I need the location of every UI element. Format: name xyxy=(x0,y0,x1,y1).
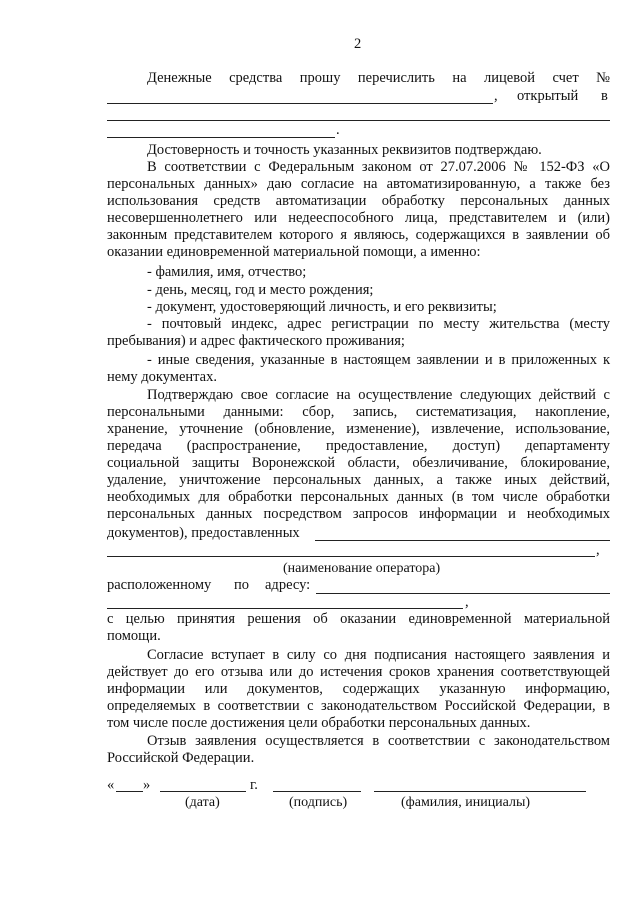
list-item-address xyxy=(107,316,610,350)
provided-label: документов), предоставленных xyxy=(107,525,300,541)
signature-caption: (подпись) xyxy=(289,795,348,810)
text-line: - иные сведения, указанные в настоящем заявлении и в приложенных к xyxy=(147,352,610,368)
text-line: пребывания) и адрес фактического проживания; xyxy=(107,333,405,349)
text-line: с целью принятия решения об оказании единовременной материальной xyxy=(107,611,610,627)
operator-field-line1[interactable] xyxy=(315,540,610,541)
word: Денежные xyxy=(147,70,212,86)
text-line: Согласие вступает в силу со дня подписания настоящего заявления и xyxy=(147,647,610,663)
revocation-paragraph xyxy=(107,733,610,767)
text-line: несовершеннолетнего или недееспособного лица, представителем и (или) xyxy=(107,210,610,226)
text-line: удаление, уничтожение персональных данных, а также иных действий, xyxy=(107,472,610,488)
purpose-paragraph xyxy=(107,611,610,645)
text-line: законным представителем которого я являюсь, содержащихся в заявлении об xyxy=(107,227,610,243)
list-item: - документ, удостоверяющий личность, и его реквизиты; xyxy=(147,299,497,315)
consent-paragraph-2 xyxy=(107,387,610,523)
text-line: Подтверждаю свое согласие на осуществление следующих действий с xyxy=(147,387,610,403)
operator-field-line2[interactable] xyxy=(107,556,595,557)
account-request-line xyxy=(147,70,610,87)
address-label-word: расположенному xyxy=(107,577,212,593)
list-item: - день, месяц, год и место рождения; xyxy=(147,282,374,298)
list-item-other xyxy=(107,352,610,386)
word: прошу xyxy=(299,70,341,86)
consent-paragraph-1 xyxy=(107,159,610,261)
text-line: оказании единовременной материальной помощи, а именно: xyxy=(107,244,481,260)
bank-name-field-line2[interactable] xyxy=(107,137,335,138)
text-line: персональных данных посредством запросов информации и необходимых xyxy=(107,506,610,522)
word: средства xyxy=(229,70,283,86)
operator-caption: (наименование оператора) xyxy=(283,561,441,576)
signature-field[interactable] xyxy=(273,791,361,792)
address-label-word: по xyxy=(234,577,250,593)
text-line: помощи. xyxy=(107,628,161,644)
text-line: - почтовый индекс, адрес регистрации по месту жительства (месту xyxy=(147,316,610,332)
word: перечислить xyxy=(357,70,435,86)
period: . xyxy=(336,122,340,138)
text-line: информации или документов, содержащих указанную информацию, xyxy=(107,681,610,697)
address-field-line1[interactable] xyxy=(316,593,610,594)
text-line: нему документах. xyxy=(107,369,217,385)
text-line: В соответствии с Федеральным законом от 27.07.2006 № 152-ФЗ «О xyxy=(147,159,610,175)
comma: , xyxy=(465,594,469,610)
comma: , xyxy=(494,88,498,104)
page-number: 2 xyxy=(354,36,362,52)
word: на xyxy=(452,70,467,86)
day-field[interactable] xyxy=(116,791,143,792)
opened-label: открытый xyxy=(517,88,579,104)
text-line: персональных данных» даю согласие на автоматизированную, а также без xyxy=(107,176,610,192)
text-line: передача (распространение, предоставление, доступ) департаменту xyxy=(107,438,610,454)
address-label-word: адресу: xyxy=(265,577,311,593)
quote-close: » xyxy=(143,777,151,793)
date-caption: (дата) xyxy=(185,795,220,810)
list-item: - фамилия, имя, отчество; xyxy=(147,264,307,280)
text-line: хранение, уточнение (обновление, изменение), извлечение, использование, xyxy=(107,421,610,437)
bank-name-field-line1[interactable] xyxy=(107,120,610,121)
validity-paragraph xyxy=(107,647,610,732)
word: счет xyxy=(552,70,579,86)
text-line: персональными данными: сбор, запись, систематизация, накопление, xyxy=(107,404,610,420)
confirm-text: Достоверность и точность указанных реквизитов подтверждаю. xyxy=(147,142,542,158)
in-label: в xyxy=(601,88,608,104)
text-line: социальной защиты Воронежской области, обезличивание, блокирование, xyxy=(107,455,610,471)
text-line: определяемых в соответствии с законодательством Российской Федерации, в xyxy=(107,698,610,714)
full-name-caption: (фамилия, инициалы) xyxy=(401,795,531,810)
full-name-field[interactable] xyxy=(374,791,586,792)
comma: , xyxy=(596,542,600,558)
text-line: действует до его отзыва или до истечения сроков хранения соответствующей xyxy=(107,664,610,680)
text-line: необходимых для обработки персональных данных (в том числе обработки xyxy=(107,489,610,505)
word: лицевой xyxy=(484,70,535,86)
month-field[interactable] xyxy=(160,791,246,792)
text-line: том числе после достижения цели обработки персональных данных. xyxy=(107,715,531,731)
text-line: Отзыв заявления осуществляется в соответствии с законодательством xyxy=(147,733,610,749)
address-field-line2[interactable] xyxy=(107,608,463,609)
quote-open: « xyxy=(107,777,115,793)
account-number-field[interactable] xyxy=(107,103,493,104)
number-sign: № xyxy=(596,70,610,86)
year-suffix: г. xyxy=(250,777,258,793)
text-line: Российской Федерации. xyxy=(107,750,255,766)
text-line: использования средств автоматизации обработку персональных данных xyxy=(107,193,610,209)
